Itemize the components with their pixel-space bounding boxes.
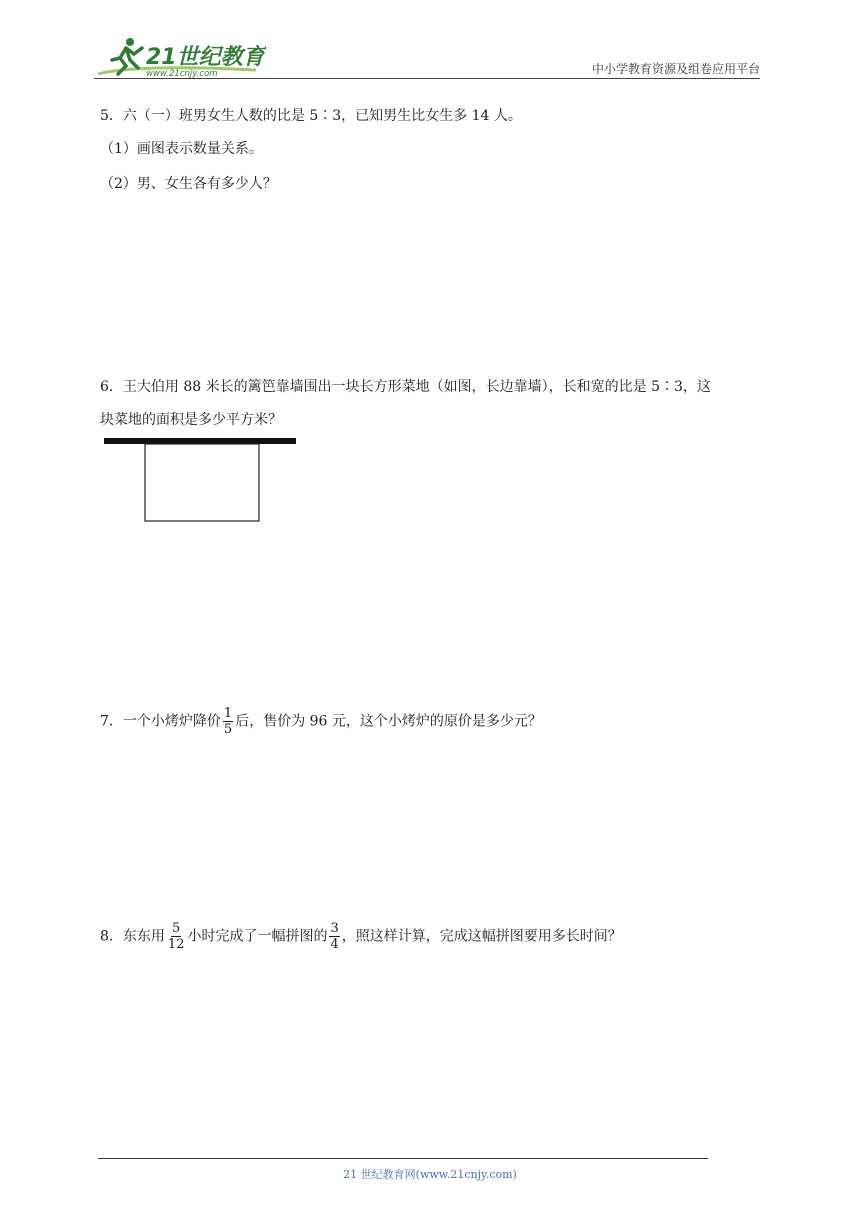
- fraction-numerator: 3: [330, 921, 339, 936]
- fraction-five-twelfths: [167, 921, 186, 952]
- question-7-text-before: 7．一个小烤炉降价: [100, 713, 221, 730]
- question-5-stem: 5．六（一）班男女生人数的比是 5∶3，已知男生比女生多 14 人。: [100, 108, 522, 124]
- question-8: [100, 921, 622, 952]
- question-7-text-after: 后，售价为 96 元，这个小烤炉的原价是多少元？: [235, 713, 542, 730]
- fraction-numerator: 1: [223, 706, 233, 721]
- question-8-text-middle: 小时完成了一幅拼图的: [187, 928, 328, 945]
- logo-text: 21世纪教育: [146, 45, 265, 70]
- runner-icon: [96, 34, 266, 82]
- question-6-line-2: 块菜地的面积是多少平方米？: [100, 412, 282, 428]
- question-5-part-2: （2）男、女生各有多少人？: [100, 176, 277, 192]
- question-8-text-before: 8．东东用: [100, 928, 165, 945]
- site-logo: [96, 34, 266, 82]
- question-5-part-1: （1）画图表示数量关系。: [100, 141, 263, 157]
- fraction-denominator: 4: [330, 937, 339, 952]
- fraction-three-quarters: [329, 921, 339, 952]
- garden-diagram: [100, 434, 300, 526]
- fraction-one-fifth: [223, 706, 233, 737]
- wall-bar: [104, 438, 296, 444]
- footer-divider: [98, 1158, 708, 1159]
- header-divider: [94, 78, 760, 79]
- fraction-denominator: 12: [167, 937, 185, 952]
- platform-label: 中小学教育资源及组卷应用平台: [591, 62, 760, 76]
- fraction-denominator: 5: [223, 722, 233, 737]
- garden-rectangle: [145, 444, 259, 521]
- footer-link[interactable]: 21 世纪教育网(www.21cnjy.com): [343, 1168, 517, 1181]
- question-8-text-after: ，照这样计算，完成这幅拼图要用多长时间？: [341, 928, 622, 945]
- fraction-numerator: 5: [172, 921, 181, 936]
- question-7: [100, 706, 542, 737]
- logo-url: www.21cnjy.com: [146, 69, 218, 79]
- question-6-line-1: 6．王大伯用 88 米长的篱笆靠墙围出一块长方形菜地（如图，长边靠墙），长和宽的比是 5∶3，这: [100, 379, 711, 395]
